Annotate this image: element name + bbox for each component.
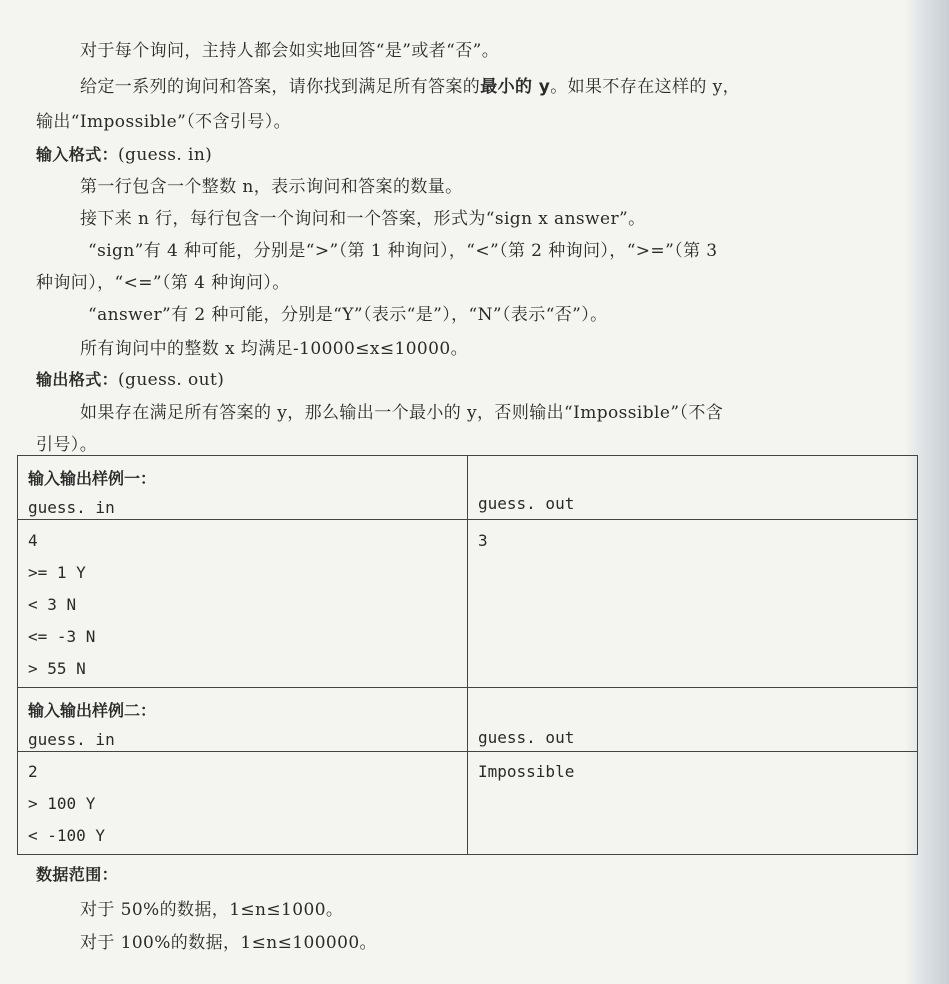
sample-1-output-file: guess. out — [478, 494, 575, 513]
sample-1-output-data — [468, 520, 918, 688]
sample-1-input-line: >= 1 Y — [28, 563, 86, 582]
sample-2-input-header — [18, 688, 468, 752]
task-emphasis: 最小的 y — [480, 77, 551, 97]
sample-2-input-file: guess. in — [28, 730, 115, 749]
sample-2-input-line: < -100 Y — [28, 826, 106, 845]
output-format-line-1: 如果存在满足所有答案的 y，那么输出一个最小的 y，否则输出“Impossible”（不含 — [80, 403, 724, 423]
sample-2-input-line: 2 — [28, 762, 38, 781]
paragraph-task-cont: 输出“Impossible”（不含引号）。 — [36, 112, 291, 132]
output-format-file: (guess. out) — [118, 370, 225, 390]
sample-1-input-data — [18, 520, 468, 688]
input-format-line-6: 所有询问中的整数 x 均满足-10000≤x≤10000。 — [80, 339, 468, 359]
output-format-line-2: 引号）。 — [36, 435, 98, 455]
sample-1-input-line: <= -3 N — [28, 627, 96, 646]
sample-1-input-line: < 3 N — [28, 595, 77, 614]
sample-1-input-line: > 55 N — [28, 659, 86, 678]
sample-2-data-row — [18, 752, 918, 855]
sample-2-title: 输入输出样例二： — [28, 701, 157, 720]
input-format-file: (guess. in) — [118, 145, 213, 165]
paragraph-task — [80, 72, 740, 97]
sample-2-input-line: > 100 Y — [28, 794, 96, 813]
sample-2-output-line: Impossible — [478, 762, 575, 781]
output-format-title: 输出格式： — [36, 370, 119, 389]
input-format-line-1: 第一行包含一个整数 n，表示询问和答案的数量。 — [80, 177, 463, 197]
input-format-line-2: 接下来 n 行，每行包含一个询问和一个答案，形式为“sign x answer”。 — [80, 209, 646, 229]
sample-1-input-line: 4 — [28, 531, 38, 550]
input-format-line-3: “sign”有 4 种可能，分别是“>”（第 1 种询问），“<”（第 2 种询问），“>=”（第 3 — [88, 241, 718, 261]
data-range-heading: 数据范围： — [36, 865, 119, 884]
sample-2-output-data — [468, 752, 918, 855]
sample-table — [17, 455, 918, 855]
output-format-heading — [36, 367, 224, 390]
sample-1-header-row — [18, 456, 918, 520]
input-format-title: 输入格式： — [36, 145, 119, 164]
data-range-line-1: 对于 50%的数据，1≤n≤1000。 — [80, 900, 344, 920]
task-text-c: 。如果不存在这样的 y， — [550, 77, 741, 97]
sample-1-input-header — [18, 456, 468, 520]
sample-1-output-header — [468, 456, 918, 520]
input-format-line-5: “answer”有 2 种可能，分别是“Y”（表示“是”），“N”（表示“否”）。 — [88, 305, 608, 325]
sample-2-output-header — [468, 688, 918, 752]
sample-2-output-file: guess. out — [478, 728, 575, 747]
sample-2-header-row — [18, 688, 918, 752]
input-format-line-4: 种询问），“<=”（第 4 种询问）。 — [36, 273, 290, 293]
paragraph-host-answers: 对于每个询问，主持人都会如实地回答“是”或者“否”。 — [80, 41, 500, 61]
task-text-a: 给定一系列的询问和答案，请你找到满足所有答案的 — [80, 77, 481, 97]
sample-1-output-line: 3 — [478, 531, 488, 550]
sample-1-data-row — [18, 520, 918, 688]
data-range-line-2: 对于 100%的数据，1≤n≤100000。 — [80, 933, 377, 953]
sample-2-input-data — [18, 752, 468, 855]
input-format-heading — [36, 142, 212, 165]
sample-1-title: 输入输出样例一： — [28, 469, 157, 488]
sample-1-input-file: guess. in — [28, 498, 115, 517]
